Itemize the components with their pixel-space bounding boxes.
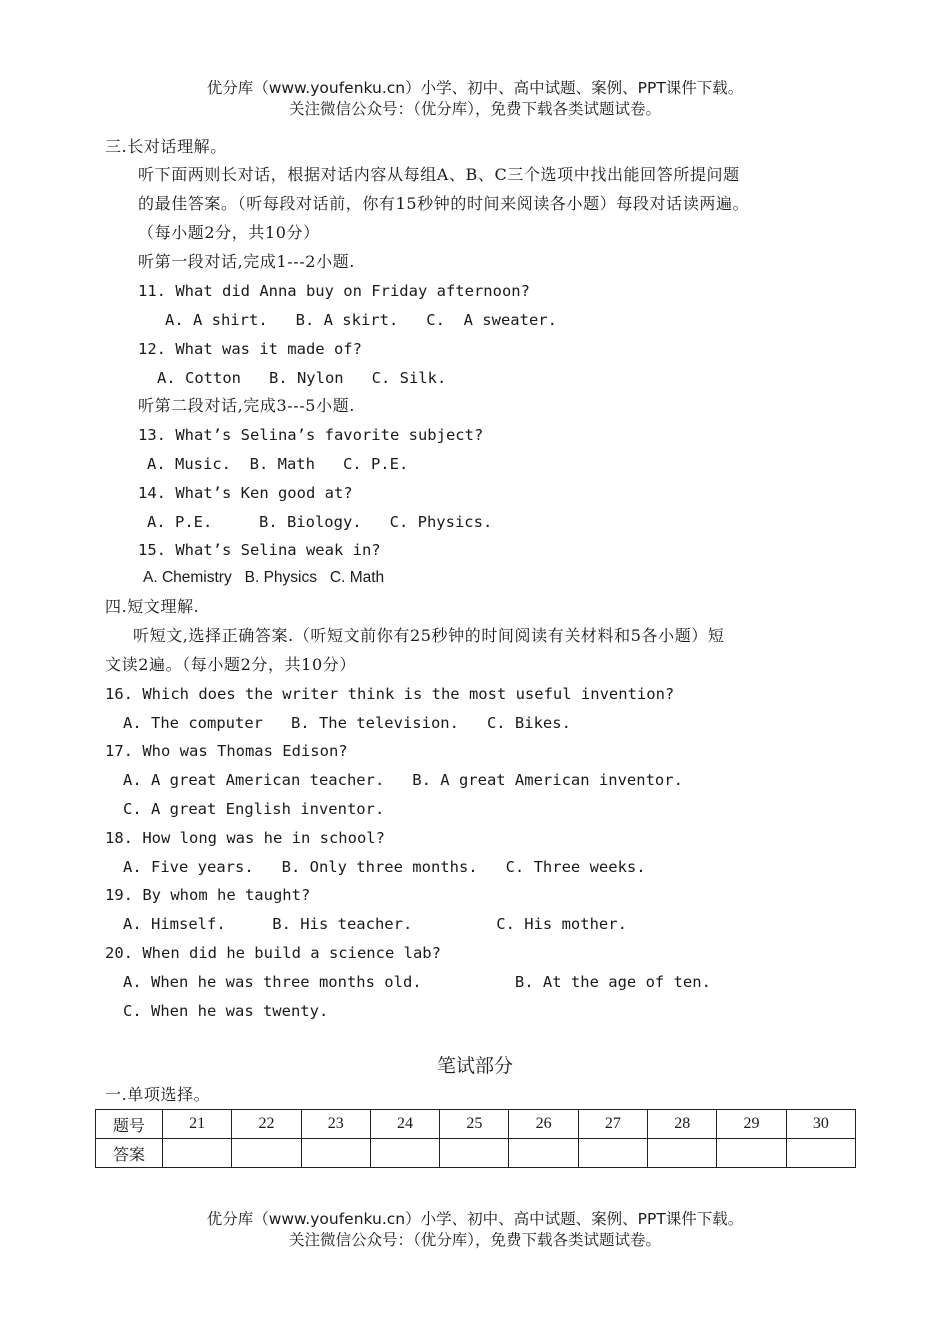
question-15-options: A. Chemistry B. Physics C. Math (143, 569, 385, 586)
question-number-cell: 27 (578, 1110, 647, 1139)
answer-cell[interactable] (163, 1139, 232, 1168)
answer-cell[interactable] (509, 1139, 578, 1168)
written-part-title: 笔试部分 (436, 1055, 513, 1077)
footer-line-2: 关注微信公众号：（优分库），免费下载各类试题试卷。 (288, 1231, 661, 1249)
answer-cell[interactable] (578, 1139, 647, 1168)
question-18: 18. How long was he in school? (105, 829, 385, 847)
footer-line-1: 优分库（www.youfenku.cn）小学、初中、高中试题、案例、PPT课件下载。 (206, 1210, 744, 1228)
header-line-2: 关注微信公众号：（优分库），免费下载各类试题试卷。 (288, 100, 661, 118)
question-number-cell: 30 (786, 1110, 855, 1139)
question-number-cell: 23 (301, 1110, 370, 1139)
section-4-instruction-1: 听短文,选择正确答案.（听短文前你有25秒钟的时间阅读有关材料和5各小题）短 (133, 626, 725, 645)
question-number-cell: 25 (440, 1110, 509, 1139)
question-17-option-c: C. A great English inventor. (123, 800, 385, 818)
question-number-cell: 21 (163, 1110, 232, 1139)
section-4-title: 四.短文理解. (105, 597, 200, 616)
row-label-number: 题号 (96, 1110, 163, 1139)
answer-cell[interactable] (440, 1139, 509, 1168)
question-12-options: A. Cotton B. Nylon C. Silk. (157, 369, 447, 387)
section-3-title: 三.长对话理解。 (105, 137, 227, 156)
question-14-options: A. P.E. B. Biology. C. Physics. (147, 513, 493, 531)
answer-cell[interactable] (232, 1139, 301, 1168)
question-20-option-c: C. When he was twenty. (123, 1002, 329, 1020)
row-label-answer: 答案 (96, 1139, 163, 1168)
header-line-1: 优分库（www.youfenku.cn）小学、初中、高中试题、案例、PPT课件下载。 (206, 79, 744, 97)
question-19: 19. By whom he taught? (105, 886, 311, 904)
question-13-options: A. Music. B. Math C. P.E. (147, 455, 409, 473)
question-16-options: A. The computer B. The television. C. Bikes. (123, 714, 571, 732)
answer-table-answer-row (96, 1139, 856, 1168)
question-18-options: A. Five years. B. Only three months. C. Three weeks. (123, 858, 646, 876)
dialog-2-heading: 听第二段对话,完成3---5小题. (138, 396, 355, 415)
dialog-1-heading: 听第一段对话,完成1---2小题. (138, 252, 355, 271)
question-15: 15. What’s Selina weak in? (138, 541, 381, 559)
section-4-instruction-2: 文读2遍。（每小题2分，共10分） (105, 655, 356, 674)
question-number-cell: 22 (232, 1110, 301, 1139)
question-13: 13. What’s Selina’s favorite subject? (138, 426, 484, 444)
question-number-cell: 24 (370, 1110, 439, 1139)
question-number-cell: 26 (509, 1110, 578, 1139)
question-19-options: A. Himself. B. His teacher. C. His mother. (123, 915, 627, 933)
answer-cell[interactable] (301, 1139, 370, 1168)
question-17-options-ab: A. A great American teacher. B. A great American inventor. (123, 771, 683, 789)
answer-table (95, 1109, 856, 1168)
section-3-instruction-3: （每小题2分，共10分） (138, 223, 320, 242)
answer-cell[interactable] (648, 1139, 717, 1168)
answer-cell[interactable] (717, 1139, 786, 1168)
question-11: 11. What did Anna buy on Friday afternoon? (138, 282, 530, 300)
question-17: 17. Who was Thomas Edison? (105, 742, 348, 760)
answer-table-number-row (96, 1110, 856, 1139)
question-11-options: A. A shirt. B. A skirt. C. A sweater. (165, 311, 557, 329)
question-20: 20. When did he build a science lab? (105, 944, 441, 962)
question-number-cell: 29 (717, 1110, 786, 1139)
answer-cell[interactable] (370, 1139, 439, 1168)
question-12: 12. What was it made of? (138, 340, 362, 358)
section-3-instruction-1: 听下面两则长对话，根据对话内容从每组A、B、C三个选项中找出能回答所提问题 (138, 165, 740, 184)
section-3-instruction-2: 的最佳答案。（听每段对话前，你有15秒钟的时间来阅读各小题）每段对话读两遍。 (138, 194, 750, 213)
question-16: 16. Which does the writer think is the most useful invention? (105, 685, 675, 703)
written-section-1-title: 一.单项选择。 (105, 1085, 211, 1104)
question-20-options-ab: A. When he was three months old. B. At the age of ten. (123, 973, 711, 991)
answer-cell[interactable] (786, 1139, 855, 1168)
question-14: 14. What’s Ken good at? (138, 484, 353, 502)
question-number-cell: 28 (648, 1110, 717, 1139)
